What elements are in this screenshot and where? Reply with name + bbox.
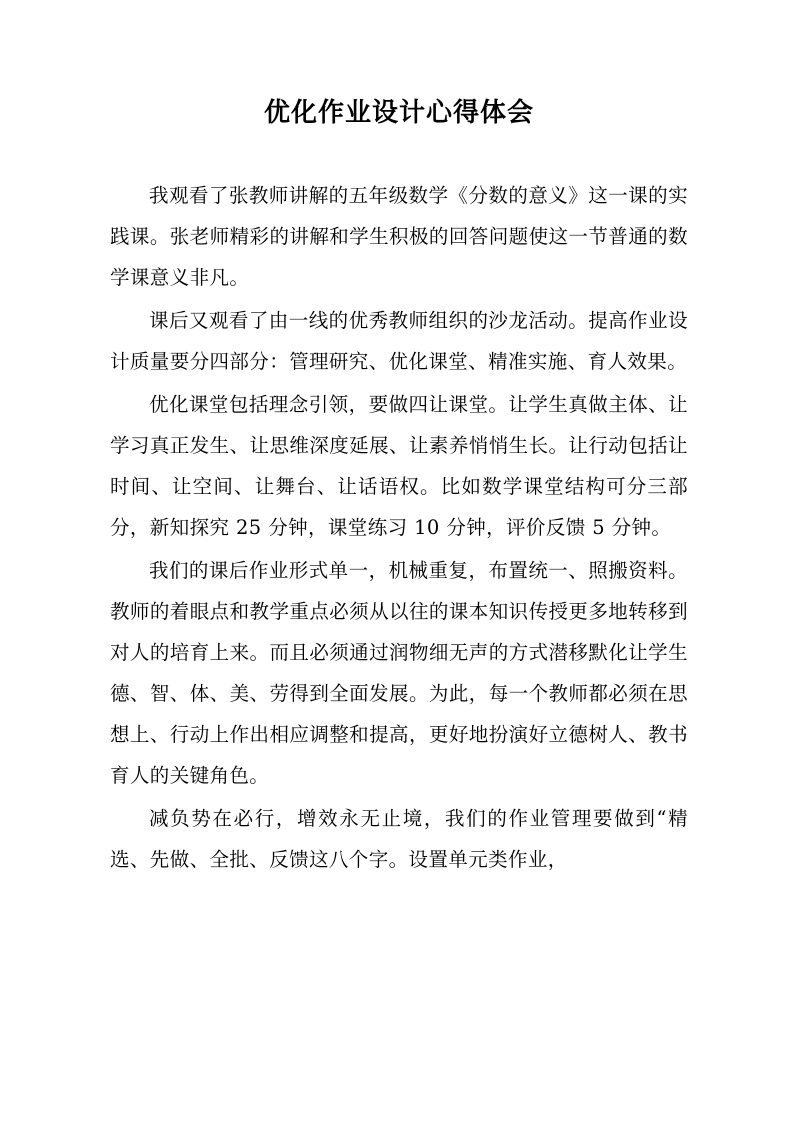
paragraph: 课后又观看了由一线的优秀教师组织的沙龙活动。提高作业设计质量要分四部分：管理研究、优化课堂、精准实施、育人效果。 — [110, 309, 688, 374]
paragraph: 优化课堂包括理念引领，要做四让课堂。让学生真做主体、让学习真正发生、让思维深度延展、让素养悄悄生长。让行动包括让时间、让空间、让舞台、让话语权。比如数学课堂结构可分三部分，新知探究 25 分钟，课堂练习 10 分钟，评价反馈 5 分钟。 — [110, 393, 688, 540]
paragraph: 减负势在必行，增效永无止境，我们的作业管理要做到“精选、先做、全批、反馈这八个字。设置单元类作业， — [110, 807, 688, 872]
document-body — [110, 175, 688, 880]
paragraph: 我们的课后作业形式单一，机械重复，布置统一、照搬资料。教师的着眼点和教学重点必须从以往的课本知识传授更多地转移到对人的培育上来。而且必须通过润物细无声的方式潜移默化让学生德、智、体、美、劳得到全面发展。为此，每一个教师都必须在思想上、行动上作出相应调整和提高，更好地扮演好立德树人、教书育人的关键角色。 — [110, 559, 688, 788]
paragraph: 我观看了张教师讲解的五年级数学《分数的意义》这一课的实践课。张老师精彩的讲解和学生积极的回答问题使这一节普通的数学课意义非凡。 — [110, 184, 688, 290]
page-title: 优化作业设计心得体会 — [263, 98, 534, 128]
